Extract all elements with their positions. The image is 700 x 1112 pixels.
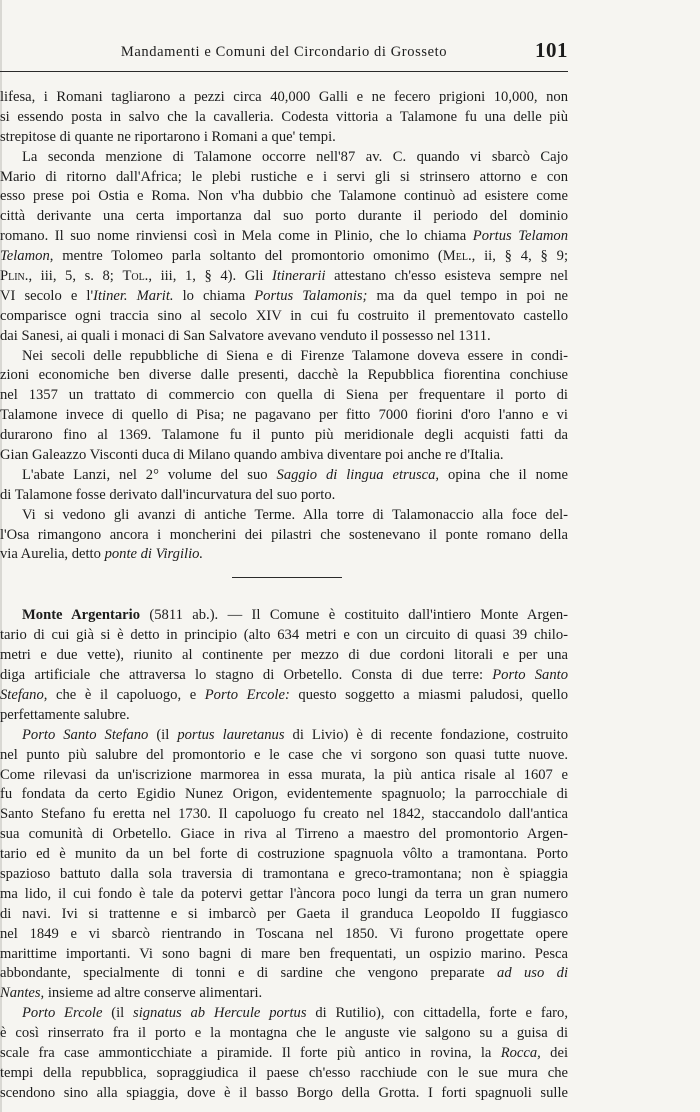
text-line: metri e due vette), riunito al continente per mezzo di due cordoni litorali e per una: [0, 647, 568, 664]
text-line: tario di cui già si è detto in principio (alto 634 metri e con un circuito di quasi 39 chilo-: [0, 627, 568, 644]
text-line: lifesa, i Romani tagliarono a pezzi circa 40,000 Galli e ne fecero prigioni 10,000, non: [0, 89, 568, 105]
running-head: Mandamenti e Comuni del Circondario di Grosseto: [120, 44, 448, 60]
text-run: opina che il nome: [439, 466, 568, 483]
abbrev-tol: Tol.: [122, 268, 149, 285]
text-run: insieme ad altre conserve alimentari.: [44, 985, 263, 1002]
text-run: ma da quel tempo in poi ne: [367, 287, 568, 304]
italic-run: Stefano: [0, 686, 44, 703]
text-line: spazioso battuto dalla sola traversia di tramontana e greco-tramontana; non è spiaggia: [0, 865, 568, 882]
text-run: (il: [102, 1005, 134, 1022]
text-run: , iii, 5, s. 8;: [28, 268, 123, 285]
italic-run: Telamon: [0, 248, 50, 265]
text-line: esso prese poi Ostia e Roma. Non v'ha dubbio che Talamone continuò ad esistere come: [0, 188, 568, 205]
italic-run: Itinerarii: [272, 268, 326, 285]
text-line: [0, 267, 568, 287]
section-heading: Monte Argentario: [22, 607, 140, 624]
text-line: tempi della repubblica, sopraggiudica il paese ch'esso racchiude con le sue mura che: [0, 1064, 568, 1081]
italic-run: Porto Santo: [492, 667, 568, 684]
text-line: Come rilevasi da un'iscrizione marmorea in essa murata, la più antica risale al 1607 e: [0, 766, 568, 783]
text-line: [0, 686, 568, 706]
text-line: durarono fino al 1369. Talamone fu il punto più meridionale degli acquisti fatti da: [0, 427, 568, 444]
text-line: [0, 466, 568, 486]
text-run: , che è il capoluogo, e: [43, 686, 205, 703]
text-line: sua comunità di Orbetello. Giace in riva al Tirreno a maestro del promontorio Argen-: [0, 826, 568, 843]
text-line: tario ed è munito da un bel forte di costruzione spagnuola vôlto a tramontana. Porto: [0, 846, 568, 863]
text-line: [0, 287, 568, 307]
text-line: [0, 1004, 568, 1024]
section-divider: [232, 577, 342, 578]
text-line: Vi si vedono gli avanzi di antiche Terme. Alla torre di Talamonaccio alla foce del-: [22, 506, 568, 523]
text-run: romano. Il suo nome rinviensi così in Mela come in Plinio, che lo chiama: [0, 228, 467, 245]
text-run: via Aurelia, detto: [0, 546, 105, 563]
text-line: nel punto più salubre del promontorio e le case che vi sorgono son quasi tutte nuove.: [0, 746, 568, 763]
italic-run: portus lauretanus: [177, 726, 285, 743]
italic-run: ponte di Virgilio.: [104, 546, 204, 563]
text-line: si essendo posta in salvo che la cavalleria. Codesta vittoria a Talamone fu una delle più: [0, 108, 568, 125]
text-line: di navi. Ivi si trattenne e si imbarcò per Gaeta il granduca Leopoldo II fuggiasco: [0, 905, 568, 922]
text-line: perfettamente salubre.: [0, 706, 130, 723]
italic-run: Porto Ercole: [22, 1005, 103, 1022]
text-line: nel 1849 e vi sbarcò rientrando in Toscana nel 1850. Vi furono progettate opere: [0, 925, 568, 942]
text-line: [0, 606, 568, 626]
text-line: [0, 666, 568, 686]
text-line: [0, 545, 568, 565]
text-line: strepitose di quante ne riportarono i Romani a que' tempi.: [0, 128, 336, 145]
italic-run: Rocca,: [500, 1044, 541, 1061]
text-run: diga artificiale che attraversa lo stagno di Orbetello. Consta di due terre:: [0, 667, 493, 684]
italic-run: signatus ab Hercule portus: [133, 1005, 307, 1022]
italic-run: Portus Telamon: [472, 228, 568, 245]
text-line: scendono sino alla spiaggia, dove è il basso Borgo della Grotta. I forti spagnuoli sulle: [0, 1084, 568, 1101]
text-line: fu fondata da certo Egidio Nunez Origon, evidentemente spagnuolo; la parrocchiale di: [0, 786, 568, 803]
body-text: [0, 88, 568, 1104]
text-run: (5811 ab.). — Il Comune è costituito dall'intiero Monte Argen-: [140, 607, 568, 624]
text-run: L'abate Lanzi, nel 2° volume del suo: [22, 466, 277, 483]
argentario-section: [0, 606, 568, 1103]
italic-run: Porto Santo Stefano: [22, 726, 149, 743]
text-line: comparisce ogni traccia sino al secolo XIV in cui fu costruito il prementovato castello: [0, 307, 568, 324]
text-run: attestano ch'esso esisteva sempre nel: [325, 268, 568, 285]
text-line: dai Sanesi, ai quali i monaci di San Salvatore avevano venduto il possesso nel 1311.: [0, 327, 491, 344]
text-run: abbondante, specialmente di tonni e di sardine che vengono preparate: [0, 965, 498, 982]
text-run: , ii, § 4, § 9;: [471, 248, 568, 265]
text-run: scale fra case ammonticchiate a piramide. Il forte più antico in rovina, la: [0, 1044, 501, 1061]
text-line: nel 1357 un trattato di commercio con quella di Siena per frequentare il porto di: [0, 387, 568, 404]
text-run: , mentre Tolomeo parla soltanto del promontorio omonimo (: [49, 248, 443, 265]
text-line: Nei secoli delle repubbliche di Siena e di Firenze Talamone doveva essere in condi-: [22, 347, 568, 364]
text-run: dei: [540, 1044, 568, 1061]
text-line: [0, 726, 568, 746]
text-line: Talamone invece di quello di Pisa; ne pagavano per fitto 7000 fiorini d'oro l'anno e vi: [0, 407, 568, 424]
text-line: zioni economiche ben diverse dalle presenti, dacchè la Repubblica fiorentina conchiuse: [0, 367, 568, 384]
italic-run: Saggio di lingua etrusca,: [276, 466, 440, 483]
text-line: Gian Galeazzo Visconti duca di Milano quando ambiva diventare poi anche re d'Italia.: [0, 447, 504, 464]
text-line: [0, 984, 568, 1004]
text-line: Mario di ritorno dall'Africa; le plebi rustiche e i servi gli si strinsero attorno e con: [0, 168, 568, 185]
text-run: lo chiama: [173, 287, 255, 304]
italic-run: Nantes,: [0, 985, 45, 1002]
text-line: di Talamone fosse derivato dall'incurvatura del suo porto.: [0, 486, 336, 503]
text-line: è così rinserrato fra il porto e la montagna che le anguste vie salgono su a guisa di: [0, 1025, 568, 1042]
text-run: di Rutilio), con cittadella, forte e faro,: [306, 1005, 568, 1022]
italic-run: Portus Talamonis;: [254, 287, 368, 304]
page-header: [0, 38, 568, 68]
text-line: [0, 247, 568, 267]
text-line: [0, 1044, 568, 1064]
abbrev-mela: Mel.: [442, 248, 472, 265]
text-line: [0, 227, 568, 247]
italic-run: ad uso di: [497, 965, 568, 982]
text-run: (il: [148, 726, 178, 743]
page-number: 101: [535, 38, 568, 62]
text-line: marittime importanti. Vi sono bagni di mare ben frequentati, un ospizio marino. Pesca: [0, 945, 568, 962]
abbrev-plin: Plin.: [0, 268, 29, 285]
text-line: [0, 964, 568, 984]
text-run: VI secolo e l': [0, 287, 94, 304]
text-line: ma lido, il cui fondo è tale da potervi gettar l'àncora poco lungi da terra un gran numero: [0, 885, 568, 902]
italic-run: Porto Ercole:: [204, 686, 290, 703]
text-line: l'Osa rimangono ancora i moncherini dei pilastri che sostenevano il ponte romano della: [0, 526, 568, 543]
text-run: questo soggetto a miasmi paludosi, quello: [289, 686, 568, 703]
text-line: La seconda menzione di Talamone occorre nell'87 av. C. quando vi sbarcò Cajo: [22, 148, 568, 165]
text-run: , iii, 1, § 4). Gli: [148, 268, 272, 285]
text-run: di Livio) è di recente fondazione, costruito: [284, 726, 568, 743]
talamone-paragraphs: [0, 88, 568, 565]
italic-run: Itiner. Marit.: [93, 287, 174, 304]
text-line: città derivante una certa importanza dal suo porto durante il periodo del dominio: [0, 208, 568, 225]
text-line: Santo Stefano fu eretta nel 1730. Il capoluogo fu creato nel 1842, staccandolo dall'antica: [0, 806, 568, 823]
header-rule: [0, 71, 568, 72]
